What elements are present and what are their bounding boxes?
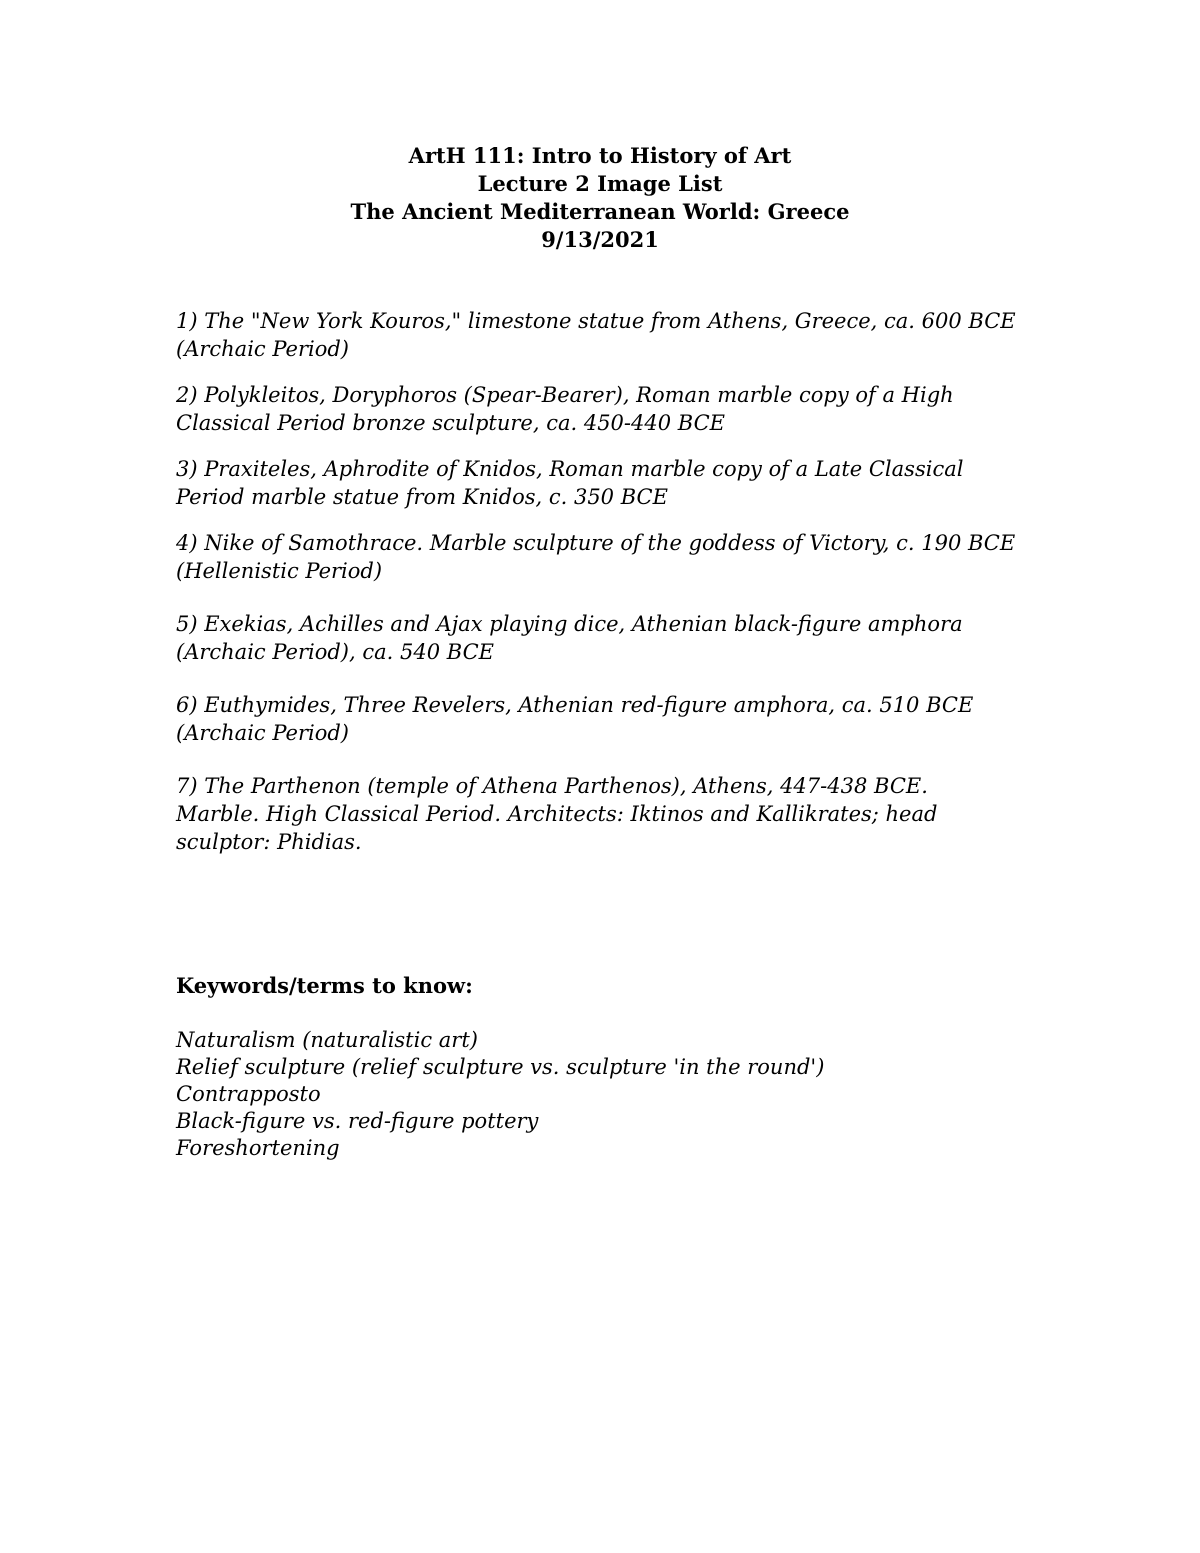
image-list-item: 5) Exekias, Achilles and Ajax playing dice, Athenian black-figure amphora (Archaic Period), ca. 540 BCE [176,612,963,664]
keywords-heading: Keywords/terms to know: [176,973,473,998]
image-list [176,307,1016,874]
keywords-list [176,1027,824,1162]
keyword-term: Foreshortening [176,1136,340,1160]
course-title: ArtH 111: Intro to History of Art [408,143,792,168]
keyword-term: Contrapposto [176,1082,321,1106]
image-list-item: 2) Polykleitos, Doryphoros (Spear-Bearer), Roman marble copy of a High Classical Period bronze sculpture, ca. 450-440 BCE [176,383,954,435]
image-list-item: 7) The Parthenon (temple of Athena Parthenos), Athens, 447-438 BCE. Marble. High Classical Period. Architects: Iktinos and Kallikrates; head sculptor: Phidias. [176,774,938,854]
lecture-title: Lecture 2 Image List [477,171,723,196]
lecture-date: 9/13/2021 [541,227,659,252]
topic-title: The Ancient Mediterranean World: Greece [350,199,850,224]
image-list-item: 6) Euthymides, Three Revelers, Athenian red-figure amphora, ca. 510 BCE (Archaic Period) [176,693,974,745]
image-list-item: 1) The "New York Kouros," limestone statue from Athens, Greece, ca. 600 BCE (Archaic Period) [176,309,1016,361]
keyword-term: Relief sculpture (relief sculpture vs. sculpture 'in the round') [176,1055,825,1079]
image-list-item: 3) Praxiteles, Aphrodite of Knidos, Roman marble copy of a Late Classical Period marble statue from Knidos, c. 350 BCE [176,457,964,509]
image-list-item: 4) Nike of Samothrace. Marble sculpture of the goddess of Victory, c. 190 BCE (Hellenistic Period) [176,531,1016,583]
keyword-term: Naturalism (naturalistic art) [176,1028,478,1052]
keyword-term: Black-figure vs. red-figure pottery [176,1109,539,1133]
document-header [0,142,1200,254]
